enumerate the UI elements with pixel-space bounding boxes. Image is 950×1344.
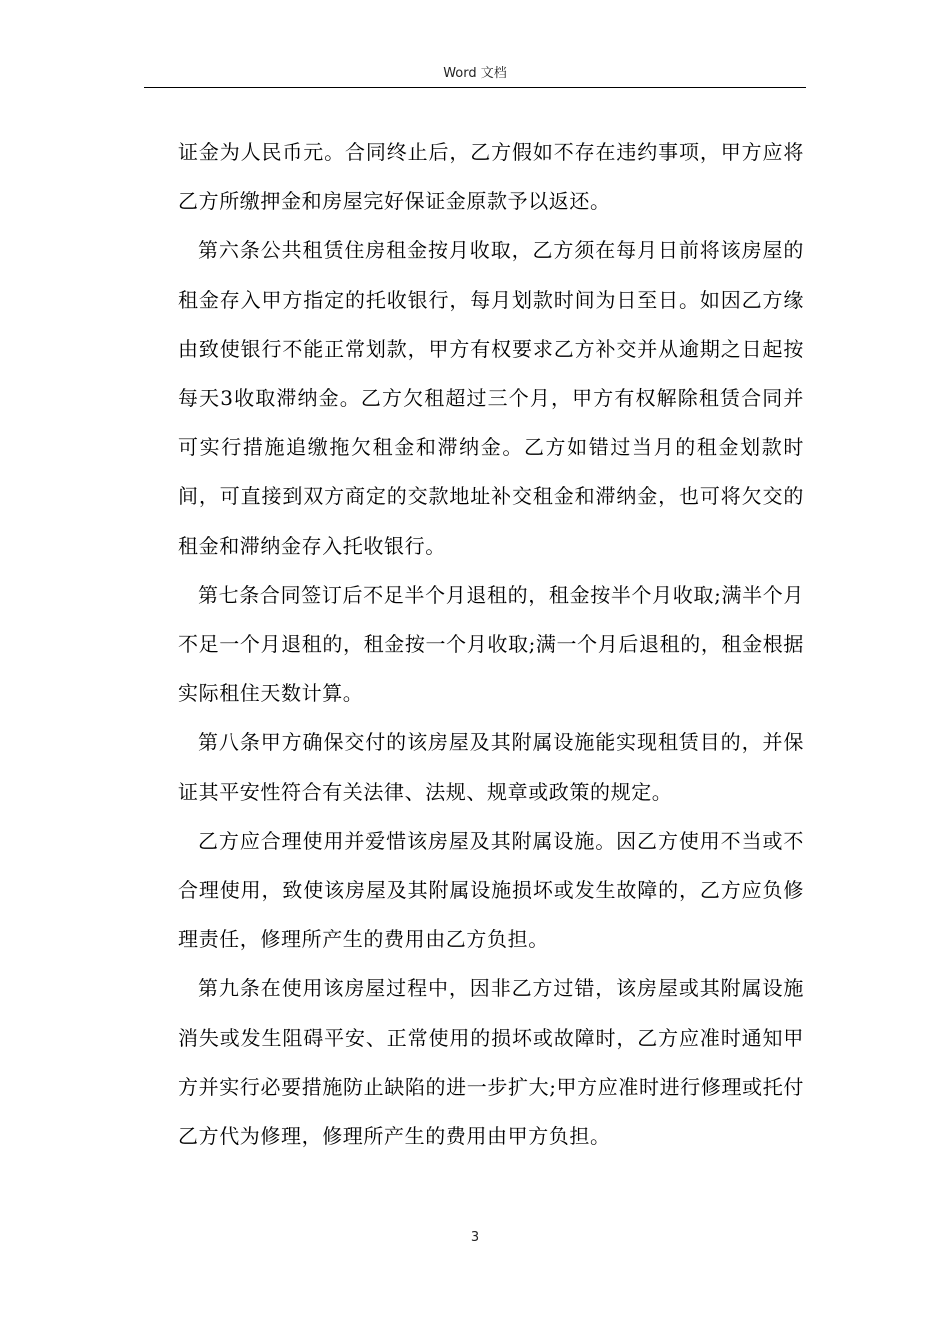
- paragraph-article-9: 第九条在使用该房屋过程中，因非乙方过错，该房屋或其附属设施消失或发生阻碍平安、正常使用的损坏或故障时，乙方应准时通知甲方并实行必要措施防止缺陷的进一步扩大;甲方应准时进行修理或托付乙方代为修理，修理所产生的费用由甲方负担。: [178, 976, 804, 1149]
- paragraph-article-7: 第七条合同签订后不足半个月退租的，租金按半个月收取;满半个月不足一个月退租的，租金按一个月收取;满一个月后退租的，租金根据实际租住天数计算。: [178, 582, 804, 706]
- document-body: [178, 128, 804, 1161]
- header-divider: [144, 87, 806, 88]
- page-number: [0, 1230, 950, 1246]
- paragraph-article-6: 第六条公共租赁住房租金按月收取，乙方须在每月日前将该房屋的租金存入甲方指定的托收银行，每月划款时间为日至日。如因乙方缘由致使银行不能正常划款，甲方有权要求乙方补交并从逾期之日起按每天3收取滞纳金。乙方欠租超过三个月，甲方有权解除租赁合同并可实行措施追缴拖欠租金和滞纳金。乙方如错过当月的租金划款时间，可直接到双方商定的交款地址补交租金和滞纳金，也可将欠交的租金和滞纳金存入托收银行。: [178, 238, 804, 558]
- page-number-text: 3: [470, 1230, 480, 1245]
- paragraph-continuation: 证金为人民币元。合同终止后，乙方假如不存在违约事项，甲方应将乙方所缴押金和房屋完好保证金原款予以返还。: [178, 140, 804, 214]
- paragraph-tenant-duty: 乙方应合理使用并爱惜该房屋及其附属设施。因乙方使用不当或不合理使用，致使该房屋及其附属设施损坏或发生故障的，乙方应负修理责任，修理所产生的费用由乙方负担。: [178, 828, 804, 952]
- paragraph-article-8: 第八条甲方确保交付的该房屋及其附属设施能实现租赁目的，并保证其平安性符合有关法律、法规、规章或政策的规定。: [178, 730, 804, 804]
- header-title: Word 文档: [443, 66, 507, 81]
- page-header: [0, 66, 950, 82]
